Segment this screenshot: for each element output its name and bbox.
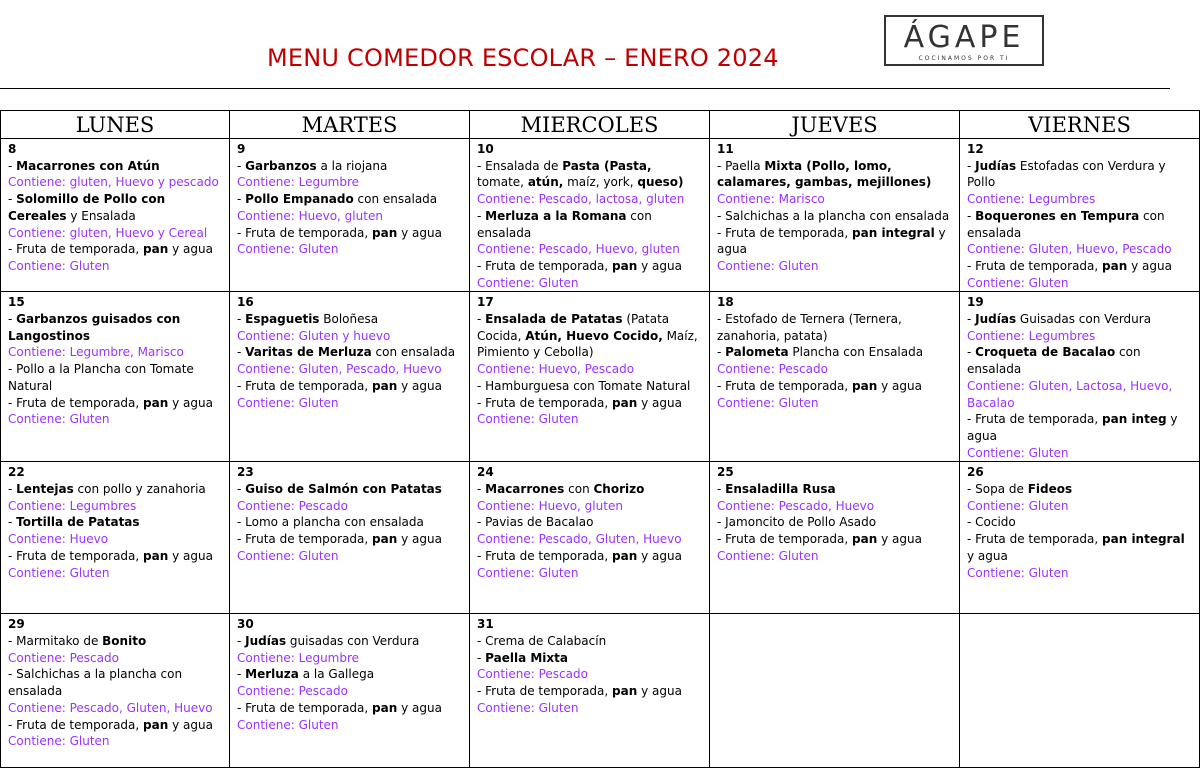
dish-text: - Fruta de temporada, xyxy=(8,242,144,257)
menu-dish xyxy=(477,378,702,395)
allergen-info: Contiene: Gluten xyxy=(717,258,819,273)
dish-text: tomate, xyxy=(477,175,528,190)
allergen-info: Contiene: Gluten xyxy=(967,565,1069,580)
allergen-info: Contiene: Gluten xyxy=(8,412,110,427)
day-cell-15 xyxy=(1,292,230,462)
day-cell-30 xyxy=(230,614,470,768)
dish-name-bold: Judías xyxy=(245,634,287,649)
allergen-info: Contiene: Gluten xyxy=(967,498,1069,513)
dish-text: - xyxy=(717,482,726,497)
menu-dish xyxy=(237,225,462,242)
week-row xyxy=(1,462,1200,614)
allergen-info: Contiene: Pescado xyxy=(237,498,348,513)
allergen-info: Contiene: Gluten xyxy=(477,275,579,290)
dish-name-bold: pan xyxy=(1102,258,1128,273)
allergen-info: Contiene: Gluten xyxy=(717,548,819,563)
dish-text: con xyxy=(564,482,594,497)
menu-dish xyxy=(237,158,462,175)
day-cell-8 xyxy=(1,139,230,292)
dish-text: - xyxy=(477,650,486,665)
dish-name-bold: pan xyxy=(143,717,169,732)
dish-text: - xyxy=(237,634,246,649)
menu-dish xyxy=(967,531,1192,564)
allergen-info: Contiene: Gluten xyxy=(477,412,579,427)
allergen-info: Contiene: Gluten xyxy=(477,700,579,715)
dish-text: - xyxy=(237,192,246,207)
weekday-header-row xyxy=(1,111,1200,139)
menu-dish xyxy=(477,650,702,667)
day-number: 23 xyxy=(237,465,254,480)
dish-name-bold: pan xyxy=(372,378,398,393)
dish-name-bold: Garbanzos guisados con Langostinos xyxy=(8,312,181,343)
dish-name-bold: pan xyxy=(143,242,169,257)
allergen-info: Contiene: Gluten xyxy=(237,717,339,732)
menu-dish xyxy=(8,158,222,175)
allergen-info: Contiene: Legumbre, Marisco xyxy=(8,345,184,360)
menu-dish xyxy=(717,311,952,344)
allergen-info: Contiene: Gluten, Pescado, Huevo xyxy=(237,362,442,377)
menu-dish xyxy=(967,481,1192,498)
menu-dish xyxy=(8,514,222,531)
day-number: 18 xyxy=(717,295,734,310)
dish-text: guisadas con Verdura xyxy=(286,634,420,649)
dish-text: y agua xyxy=(877,378,922,393)
menu-dish xyxy=(8,241,222,258)
dish-text: - xyxy=(477,208,486,223)
menu-dish xyxy=(8,666,222,699)
allergen-info: Contiene: Marisco xyxy=(717,192,825,207)
allergen-info: Contiene: Pescado xyxy=(477,667,588,682)
allergen-info: Contiene: Pescado xyxy=(8,650,119,665)
dish-name-bold: Mixta ( xyxy=(764,158,812,173)
dish-name-bold: Macarrones con Atún xyxy=(16,158,160,173)
dish-name-bold: pan xyxy=(612,395,638,410)
dish-name-bold: Atún, Huevo Cocido, xyxy=(525,328,663,343)
dish-text: - xyxy=(237,345,246,360)
menu-dish xyxy=(967,258,1192,275)
weekday-martes: MARTES xyxy=(230,111,470,139)
weekday-lunes: LUNES xyxy=(1,111,230,139)
dish-text: - Fruta de temporada, xyxy=(477,395,613,410)
day-number: 25 xyxy=(717,465,734,480)
empty-day-cell xyxy=(710,614,960,768)
dish-text: - xyxy=(237,158,246,173)
dish-name-bold: pan xyxy=(852,532,878,547)
allergen-info: Contiene: Gluten, Huevo, Pescado xyxy=(967,242,1172,257)
menu-dish xyxy=(477,481,702,498)
menu-dish xyxy=(8,481,222,498)
dish-name-bold: pan xyxy=(612,548,638,563)
dish-name-bold: Merluza xyxy=(245,667,299,682)
dish-name-bold: Judías xyxy=(975,158,1017,173)
dish-text: - Paella xyxy=(717,158,765,173)
allergen-info: Contiene: Gluten xyxy=(237,548,339,563)
menu-dish xyxy=(967,208,1192,241)
day-cell-23 xyxy=(230,462,470,614)
allergen-info: Contiene: Gluten xyxy=(237,395,339,410)
menu-dish xyxy=(477,208,702,241)
day-number: 12 xyxy=(967,142,984,156)
menu-dish xyxy=(967,311,1192,328)
menu-dish xyxy=(477,311,702,361)
dish-name-bold: Boquerones en Tempura xyxy=(975,208,1140,223)
dish-text: y agua xyxy=(397,700,442,715)
dish-text: - Fruta de temporada, xyxy=(477,548,613,563)
dish-text: Maíz, Pimiento y Cebolla) xyxy=(477,328,698,360)
dish-text: - xyxy=(237,667,246,682)
allergen-info: Contiene: Gluten xyxy=(8,258,110,273)
dish-text: - Jamoncito de Pollo Asado xyxy=(717,515,877,530)
dish-name-bold: queso) xyxy=(637,175,684,190)
menu-dish xyxy=(477,633,702,650)
dish-text: y agua xyxy=(397,378,442,393)
menu-dish xyxy=(237,531,462,548)
menu-dish xyxy=(717,531,952,548)
day-number: 10 xyxy=(477,142,494,156)
menu-dish xyxy=(967,344,1192,377)
day-number: 30 xyxy=(237,617,254,632)
dish-name-bold: Espaguetis xyxy=(245,312,320,327)
allergen-info: Contiene: Pescado xyxy=(717,362,828,377)
dish-name-bold: Guiso de Salmón con Patatas xyxy=(245,482,442,497)
allergen-info: Contiene: Gluten xyxy=(967,275,1069,290)
dish-text: y agua xyxy=(1127,258,1172,273)
allergen-info: Contiene: Legumbre xyxy=(237,650,360,665)
dish-text: - Fruta de temporada, xyxy=(717,532,853,547)
weekday-miercoles: MIERCOLES xyxy=(470,111,710,139)
dish-name-bold: Tortilla de Patatas xyxy=(16,515,140,530)
dish-text: - Sopa de xyxy=(967,482,1028,497)
day-cell-19 xyxy=(960,292,1200,462)
dish-text: y agua xyxy=(967,412,1178,443)
dish-name-bold: pan integ xyxy=(1102,412,1167,427)
dish-text: - Fruta de temporada, xyxy=(237,532,373,547)
dish-text: y agua xyxy=(168,548,213,563)
dish-text: - xyxy=(717,345,726,360)
day-number: 31 xyxy=(477,617,494,632)
menu-dish xyxy=(477,683,702,700)
menu-calendar xyxy=(0,110,1200,768)
dish-text: Guisadas con Verdura xyxy=(1016,312,1152,327)
day-number: 29 xyxy=(8,617,25,632)
dish-name-bold: Ensalada de Patatas xyxy=(485,312,623,327)
menu-dish xyxy=(237,311,462,328)
menu-dish xyxy=(8,548,222,565)
day-number: 9 xyxy=(237,142,246,156)
dish-name-bold: Merluza a la Romana xyxy=(485,208,627,223)
dish-text: con pollo y zanahoria xyxy=(73,482,206,497)
day-cell-10 xyxy=(470,139,710,292)
menu-dish xyxy=(477,514,702,531)
dish-text: Estofadas con Verdura y Pollo xyxy=(967,158,1166,190)
dish-text: - Pollo a la Plancha con Tomate Natural xyxy=(8,362,194,393)
menu-dish xyxy=(237,514,462,531)
allergen-info: Contiene: Pescado xyxy=(237,684,348,699)
allergen-info: Contiene: Legumbre xyxy=(237,175,360,190)
allergen-info: Contiene: Gluten xyxy=(8,565,110,580)
dish-text: - xyxy=(477,312,486,327)
day-cell-16 xyxy=(230,292,470,462)
dish-text: Plancha con Ensalada xyxy=(788,345,924,360)
dish-text: - xyxy=(237,482,246,497)
day-number: 17 xyxy=(477,295,494,310)
dish-text: - xyxy=(477,482,486,497)
day-number: 22 xyxy=(8,465,25,480)
dish-name-bold: Pollo Empanado xyxy=(245,192,354,207)
dish-name-bold: Pasta (Pasta, xyxy=(562,158,652,173)
dish-text: - Fruta de temporada, xyxy=(477,684,613,699)
day-cell-25 xyxy=(710,462,960,614)
dish-text: - Fruta de temporada, xyxy=(8,717,144,732)
agape-logo xyxy=(884,15,1044,66)
empty-day-cell xyxy=(960,614,1200,768)
menu-dish xyxy=(477,158,702,191)
dish-text: - Salchichas a la plancha con ensalada xyxy=(717,208,950,223)
dish-text: y agua xyxy=(637,258,682,273)
dish-name-bold: Ensaladilla Rusa xyxy=(725,482,836,497)
dish-text: - Fruta de temporada, xyxy=(477,258,613,273)
dish-text: y agua xyxy=(168,242,213,257)
day-cell-29 xyxy=(1,614,230,768)
dish-name-bold: pan xyxy=(852,378,878,393)
menu-dish xyxy=(967,158,1192,191)
menu-dish xyxy=(477,395,702,412)
menu-dish xyxy=(8,633,222,650)
dish-text: y agua xyxy=(637,684,682,699)
dish-text: - Fruta de temporada, xyxy=(717,225,853,240)
day-number: 26 xyxy=(967,465,984,480)
dish-text: con ensalada xyxy=(353,192,438,207)
menu-dish xyxy=(8,191,222,224)
dish-text: - Ensalada de xyxy=(477,158,563,173)
dish-name-bold: pan xyxy=(372,700,398,715)
dish-name-bold: pan xyxy=(612,684,638,699)
dish-text: con ensalada xyxy=(967,345,1141,377)
menu-dish xyxy=(237,344,462,361)
allergen-info: Contiene: Pescado, Huevo xyxy=(717,498,875,513)
dish-text: - Estofado de Ternera (Ternera, zanahoria, patata) xyxy=(717,312,902,343)
dish-text: y agua xyxy=(168,395,213,410)
logo-wordmark: ÁGAPE xyxy=(903,20,1025,55)
allergen-info: Contiene: Legumbres xyxy=(8,498,137,513)
menu-dish xyxy=(717,208,952,225)
day-cell-18 xyxy=(710,292,960,462)
dish-name-bold: Croqueta de Bacalao xyxy=(975,345,1116,360)
allergen-info: Contiene: Huevo, gluten xyxy=(237,208,383,223)
dish-name-bold: atún, xyxy=(527,175,564,190)
weekday-viernes: VIERNES xyxy=(960,111,1200,139)
dish-text: y agua xyxy=(397,225,442,240)
dish-text: - Fruta de temporada, xyxy=(717,378,853,393)
dish-text: Boloñesa xyxy=(319,312,379,327)
dish-text: y agua xyxy=(967,548,1008,563)
menu-dish xyxy=(8,717,222,734)
allergen-info: Contiene: Pescado, Huevo, gluten xyxy=(477,242,680,257)
dish-name-bold: Solomillo de Pollo con Cereales xyxy=(8,192,166,223)
menu-dish xyxy=(237,666,462,683)
dish-text: - Fruta de temporada, xyxy=(8,395,144,410)
allergen-info: Contiene: Pescado, Gluten, Huevo xyxy=(8,700,213,715)
dish-name-bold: pan integral xyxy=(1102,532,1185,547)
day-cell-26 xyxy=(960,462,1200,614)
dish-text: - xyxy=(8,158,17,173)
dish-name-bold: Fideos xyxy=(1027,482,1073,497)
day-cell-9 xyxy=(230,139,470,292)
allergen-info: Contiene: Gluten xyxy=(8,734,110,749)
menu-dish xyxy=(477,258,702,275)
menu-dish xyxy=(967,411,1192,444)
dish-text: - Cocido xyxy=(967,515,1016,530)
dish-text: y agua xyxy=(637,548,682,563)
week-row xyxy=(1,292,1200,462)
logo-tagline: COCINAMOS POR TI xyxy=(918,55,1010,62)
dish-text: a la riojana xyxy=(316,158,388,173)
allergen-info: Contiene: Gluten y huevo xyxy=(237,328,391,343)
menu-dish xyxy=(477,548,702,565)
menu-dish xyxy=(237,633,462,650)
day-number: 8 xyxy=(8,142,17,156)
allergen-info: Contiene: Gluten xyxy=(967,445,1069,460)
dish-text: y agua xyxy=(717,225,946,257)
header-divider xyxy=(0,88,1170,89)
dish-name-bold: Macarrones xyxy=(485,482,565,497)
menu-dish xyxy=(717,481,952,498)
page-title: MENU COMEDOR ESCOLAR – ENERO 2024 xyxy=(267,44,779,72)
day-number: 24 xyxy=(477,465,494,480)
allergen-info: Contiene: Huevo xyxy=(8,532,109,547)
dish-text: y agua xyxy=(877,532,922,547)
allergen-info: Contiene: Pescado, lactosa, gluten xyxy=(477,192,685,207)
day-cell-31 xyxy=(470,614,710,768)
dish-text: - Fruta de temporada, xyxy=(237,378,373,393)
allergen-info: Contiene: Huevo, Pescado xyxy=(477,362,635,377)
dish-name-bold: pan integral xyxy=(852,225,935,240)
dish-text: con ensalada xyxy=(967,208,1165,240)
day-number: 11 xyxy=(717,142,734,156)
menu-dish xyxy=(237,481,462,498)
dish-text: - xyxy=(967,345,976,360)
dish-text: - xyxy=(8,515,17,530)
allergen-info: Contiene: gluten, Huevo y Cereal xyxy=(8,225,208,240)
menu-dish xyxy=(717,225,952,258)
allergen-info: Contiene: Gluten xyxy=(717,395,819,410)
dish-text: - xyxy=(967,158,976,173)
dish-name-bold: Chorizo xyxy=(593,482,645,497)
dish-text: - Hamburguesa con Tomate Natural xyxy=(477,378,691,393)
dish-text: y Ensalada xyxy=(66,208,136,223)
dish-text: - xyxy=(967,208,976,223)
dish-text: - Fruta de temporada, xyxy=(967,412,1103,427)
day-cell-17 xyxy=(470,292,710,462)
dish-text: - xyxy=(8,192,17,207)
dish-text: maíz, york, xyxy=(563,175,638,190)
dish-name-bold: Pollo, lomo, calamares, gambas, mejillones) xyxy=(717,158,932,190)
menu-dish xyxy=(967,514,1192,531)
week-row xyxy=(1,139,1200,292)
dish-text: y agua xyxy=(397,532,442,547)
dish-text: - xyxy=(967,312,976,327)
dish-text: con ensalada xyxy=(371,345,456,360)
day-cell-11 xyxy=(710,139,960,292)
dish-text: - Marmitako de xyxy=(8,634,103,649)
dish-name-bold: pan xyxy=(143,548,169,563)
dish-name-bold: Varitas de Merluza xyxy=(245,345,372,360)
menu-dish xyxy=(8,311,222,344)
dish-text: - xyxy=(8,312,17,327)
dish-text: y agua xyxy=(637,395,682,410)
dish-text: - Lomo a plancha con ensalada xyxy=(237,515,424,530)
dish-name-bold: pan xyxy=(372,532,398,547)
dish-name-bold: Palometa xyxy=(725,345,789,360)
dish-text: con ensalada xyxy=(477,208,652,240)
allergen-info: Contiene: Huevo, gluten xyxy=(477,498,623,513)
dish-name-bold: Judías xyxy=(975,312,1017,327)
day-number: 16 xyxy=(237,295,254,310)
dish-name-bold: pan xyxy=(143,395,169,410)
menu-dish xyxy=(237,191,462,208)
menu-dish xyxy=(717,378,952,395)
dish-text: - Fruta de temporada, xyxy=(237,700,373,715)
dish-text: - xyxy=(237,312,246,327)
week-row xyxy=(1,614,1200,768)
day-cell-24 xyxy=(470,462,710,614)
dish-name-bold: Garbanzos xyxy=(245,158,317,173)
dish-text: y agua xyxy=(168,717,213,732)
day-cell-12 xyxy=(960,139,1200,292)
dish-name-bold: pan xyxy=(612,258,638,273)
dish-text: - Fruta de temporada, xyxy=(8,548,144,563)
allergen-info: Contiene: Gluten, Lactosa, Huevo, Bacalao xyxy=(967,378,1173,410)
menu-dish xyxy=(8,395,222,412)
dish-text: - Fruta de temporada, xyxy=(967,532,1103,547)
dish-text: - xyxy=(8,482,17,497)
dish-name-bold: Paella Mixta xyxy=(485,650,568,665)
menu-dish xyxy=(717,344,952,361)
allergen-info: Contiene: Legumbres xyxy=(967,192,1096,207)
day-number: 15 xyxy=(8,295,25,310)
dish-text: (Patata Cocida, xyxy=(477,312,670,343)
menu-dish xyxy=(8,361,222,394)
dish-name-bold: Bonito xyxy=(102,634,147,649)
dish-text: - Fruta de temporada, xyxy=(237,225,373,240)
allergen-info: Contiene: Gluten xyxy=(477,565,579,580)
dish-text: - Fruta de temporada, xyxy=(967,258,1103,273)
dish-text: - Crema de Calabacín xyxy=(477,634,607,649)
allergen-info: Contiene: Pescado, Gluten, Huevo xyxy=(477,532,682,547)
dish-name-bold: pan xyxy=(372,225,398,240)
menu-dish xyxy=(237,378,462,395)
menu-dish xyxy=(237,700,462,717)
dish-name-bold: Lentejas xyxy=(16,482,74,497)
day-number: 19 xyxy=(967,295,984,310)
dish-text: a la Gallega xyxy=(298,667,375,682)
dish-text: - Pavias de Bacalao xyxy=(477,515,594,530)
dish-text: - Salchichas a la plancha con ensalada xyxy=(8,667,183,699)
menu-dish xyxy=(717,158,952,191)
weekday-jueves: JUEVES xyxy=(710,111,960,139)
allergen-info: Contiene: Gluten xyxy=(237,242,339,257)
allergen-info: Contiene: gluten, Huevo y pescado xyxy=(8,175,219,190)
menu-dish xyxy=(717,514,952,531)
day-cell-22 xyxy=(1,462,230,614)
allergen-info: Contiene: Legumbres xyxy=(967,328,1096,343)
